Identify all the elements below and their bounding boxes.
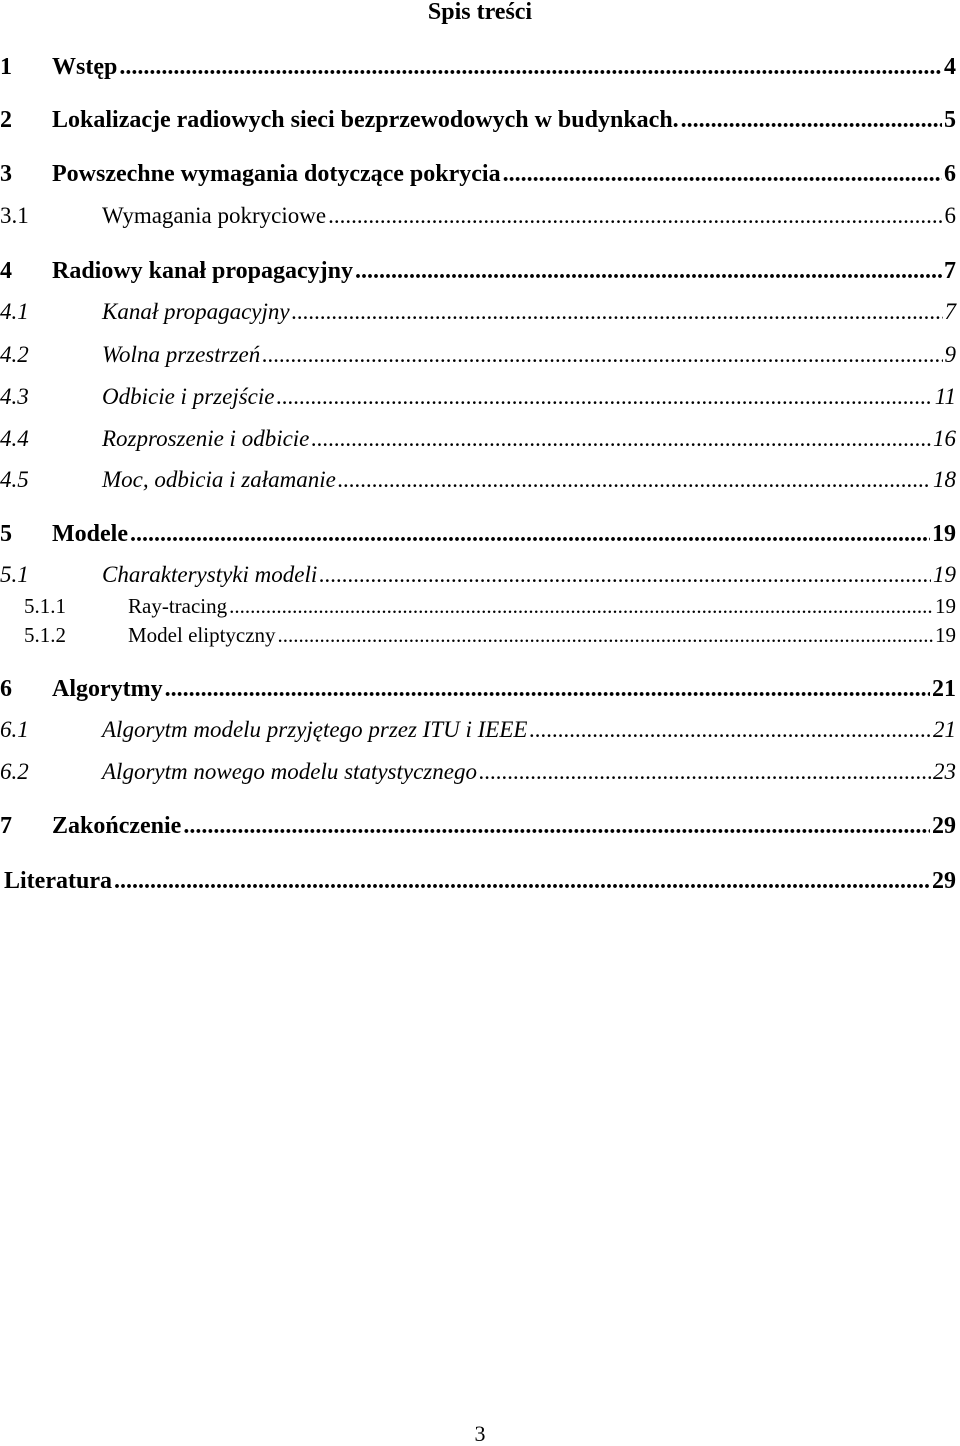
- toc-entry-3[interactable]: [0, 159, 956, 187]
- entry-label: Powszechne wymagania dotyczące pokrycia: [52, 161, 501, 187]
- entry-page: 4: [944, 54, 956, 80]
- entry-page: 19: [935, 623, 956, 647]
- dot-leader: [319, 562, 931, 588]
- entry-page: 19: [932, 521, 956, 547]
- entry-number: 3: [0, 161, 12, 187]
- dot-leader: [479, 759, 931, 785]
- entry-number: 2: [0, 107, 12, 133]
- entry-number: 1: [0, 54, 12, 80]
- entry-page: 29: [932, 813, 956, 839]
- toc-entry-5[interactable]: [0, 519, 956, 547]
- toc-entry-6-2[interactable]: [0, 757, 956, 785]
- entry-number: 4.2: [0, 342, 29, 367]
- entry-label: Model eliptyczny: [128, 623, 276, 647]
- entry-page: 23: [933, 759, 956, 784]
- entry-page: 29: [932, 868, 956, 894]
- entry-number: 4.5: [0, 467, 29, 492]
- entry-page: 16: [933, 426, 956, 451]
- entry-number: 4.4: [0, 426, 29, 451]
- page-number: 3: [474, 1421, 486, 1446]
- dot-leader: [311, 426, 931, 452]
- dot-leader: [503, 161, 942, 187]
- entry-label: Wstęp: [52, 54, 118, 80]
- entry-label: Ray-tracing: [128, 594, 228, 618]
- toc-entry-4-4[interactable]: [0, 424, 956, 452]
- page-title: Spis treści: [427, 0, 533, 25]
- entry-page: 9: [944, 342, 956, 367]
- entry-label: Lokalizacje radiowych sieci bezprzewodowych w budynkach.: [52, 107, 679, 133]
- entry-number: 5.1.2: [24, 623, 66, 647]
- dot-leader: [183, 813, 930, 839]
- dot-leader: [276, 384, 932, 410]
- dot-leader: [292, 299, 943, 325]
- entry-page: 7: [944, 258, 956, 284]
- entry-page: 19: [935, 594, 956, 618]
- dot-leader: [229, 594, 933, 618]
- entry-label: Moc, odbicia i załamanie: [102, 467, 336, 492]
- entry-page: 11: [934, 384, 956, 409]
- toc-entry-4-5[interactable]: [0, 465, 956, 493]
- entry-label: Wymagania pokryciowe: [102, 203, 327, 228]
- toc-entry-4[interactable]: [0, 256, 956, 284]
- entry-label: Zakończenie: [52, 813, 182, 839]
- entry-number: 6.1: [0, 717, 29, 742]
- toc-entry-5-1[interactable]: [0, 560, 956, 588]
- entry-page: 21: [932, 676, 956, 702]
- dot-leader: [114, 868, 930, 894]
- toc-entry-4-1[interactable]: [0, 297, 956, 325]
- entry-label: Algorytmy: [52, 676, 163, 702]
- dot-leader: [328, 203, 942, 229]
- toc-entry-2[interactable]: [0, 105, 956, 133]
- entry-label: Algorytm nowego modelu statystycznego: [102, 759, 477, 784]
- dot-leader: [119, 54, 942, 80]
- entry-label: Odbicie i przejście: [102, 384, 275, 409]
- entry-page: 7: [944, 299, 956, 324]
- entry-label: Algorytm modelu przyjętego przez ITU i IEEE: [102, 717, 528, 742]
- entry-number: 4.3: [0, 384, 29, 409]
- dot-leader: [262, 342, 942, 368]
- entry-number: 4.1: [0, 299, 29, 324]
- entry-label: Kanał propagacyjny: [102, 299, 290, 324]
- entry-label: Radiowy kanał propagacyjny: [52, 258, 353, 284]
- entry-page: 6: [944, 161, 956, 187]
- dot-leader: [278, 623, 933, 647]
- toc-entry-3-1[interactable]: [0, 201, 956, 229]
- entry-page: 19: [933, 562, 956, 587]
- toc-entry-5-1-2[interactable]: [0, 619, 956, 647]
- dot-leader: [338, 467, 931, 493]
- entry-page: 5: [944, 107, 956, 133]
- entry-number: 4: [0, 258, 12, 284]
- entry-number: 6.2: [0, 759, 29, 784]
- dot-leader: [355, 258, 942, 284]
- entry-label: Rozproszenie i odbicie: [102, 426, 310, 451]
- entry-number: 5.1.1: [24, 594, 66, 618]
- toc-entry-7[interactable]: [0, 811, 956, 839]
- entry-label: Literatura: [4, 868, 112, 894]
- toc-entry-6[interactable]: [0, 674, 956, 702]
- dot-leader: [681, 107, 942, 133]
- entry-number: 6: [0, 676, 12, 702]
- entry-number: 3.1: [0, 203, 29, 228]
- entry-page: 21: [933, 717, 956, 742]
- entry-number: 5: [0, 521, 12, 547]
- toc-entry-4-2[interactable]: [0, 340, 956, 368]
- dot-leader: [165, 676, 930, 702]
- entry-label: Charakterystyki modeli: [102, 562, 318, 587]
- toc-entry-5-1-1[interactable]: [0, 590, 956, 618]
- entry-label: Modele: [52, 521, 128, 547]
- dot-leader: [529, 717, 931, 743]
- entry-page: 18: [933, 467, 956, 492]
- toc-entry-4-3[interactable]: [0, 382, 956, 410]
- entry-number: 7: [0, 813, 12, 839]
- toc-entry-1[interactable]: [0, 52, 956, 80]
- entry-page: 6: [944, 203, 956, 228]
- entry-label: Wolna przestrzeń: [102, 342, 261, 367]
- toc-entry-literatura[interactable]: [0, 866, 956, 894]
- toc-entry-6-1[interactable]: [0, 715, 956, 743]
- entry-number: 5.1: [0, 562, 29, 587]
- dot-leader: [130, 521, 930, 547]
